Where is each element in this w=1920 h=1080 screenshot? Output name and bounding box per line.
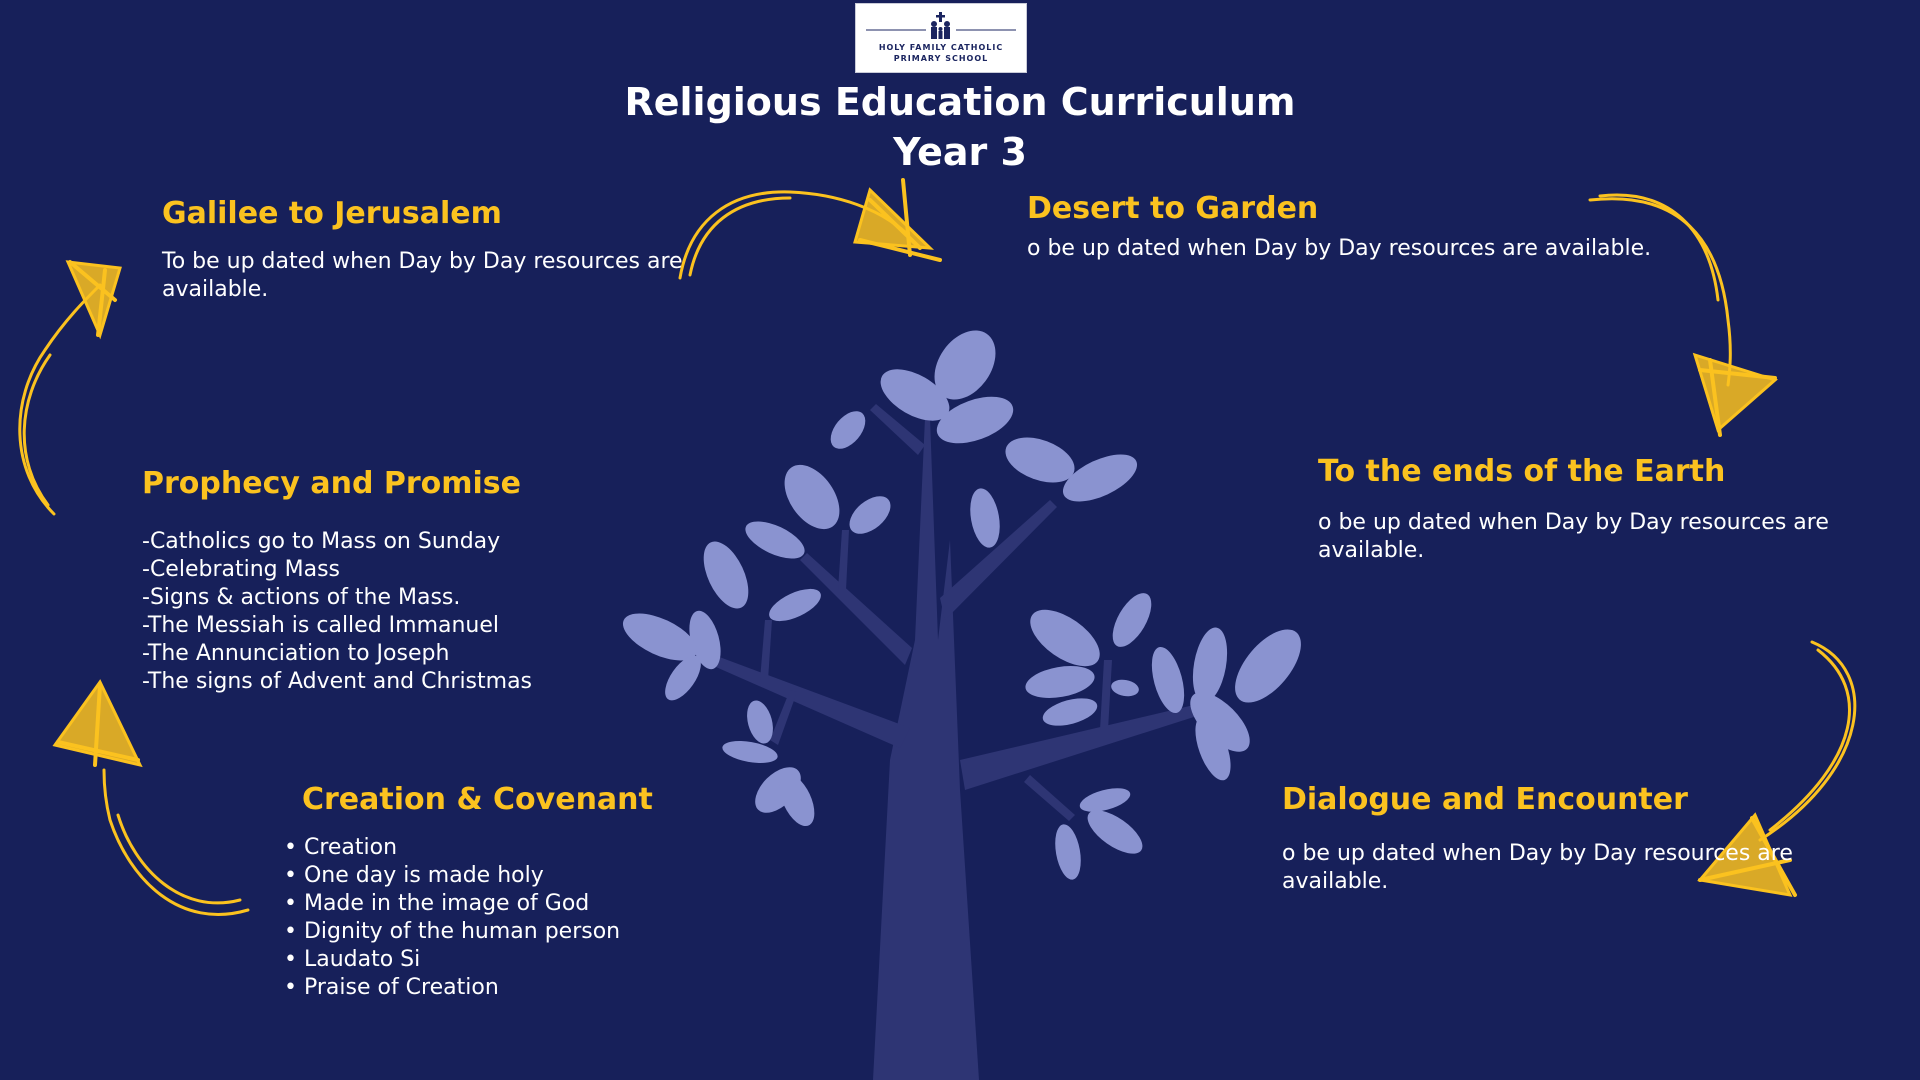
tree-leaf: [1077, 784, 1132, 817]
tree-leaf: [1105, 587, 1159, 653]
list-item: -Celebrating Mass: [142, 557, 340, 582]
list-item: • Laudato Si: [284, 947, 421, 972]
tree-leaf: [824, 405, 872, 455]
tree-trunk: [873, 418, 979, 1080]
curved-arrow-icon: [55, 682, 248, 914]
tree-leaf: [1023, 661, 1097, 703]
list-item: • Made in the image of God: [284, 891, 590, 916]
tree-leaf: [1188, 625, 1233, 705]
galilee-text: To be up dated when Day by Day resources are available.: [162, 249, 683, 302]
page-subtitle: Year 3: [893, 130, 1027, 174]
tree-branch: [700, 652, 910, 748]
tree-leaf: [721, 737, 780, 766]
tree-leaf: [843, 489, 898, 541]
tree-leaf: [1223, 618, 1313, 714]
tree-leaf: [1051, 822, 1084, 881]
dialogue-text: o be up dated when Day by Day resources are available.: [1282, 841, 1793, 894]
list-item: • Praise of Creation: [284, 975, 499, 1000]
ends-text: o be up dated when Day by Day resources are available.: [1318, 510, 1829, 563]
creation-heading: Creation & Covenant: [302, 782, 653, 817]
prophecy-list: [142, 528, 532, 696]
tree-branch: [760, 620, 772, 680]
tree-branch: [800, 553, 912, 665]
ends-heading: To the ends of the Earth: [1318, 454, 1726, 489]
curved-arrow-icon: [20, 262, 120, 514]
school-logo: [855, 3, 1027, 73]
list-item: • Dignity of the human person: [284, 919, 621, 944]
tree-branch: [1024, 775, 1075, 821]
desert-text: o be up dated when Day by Day resources are available.: [1027, 236, 1652, 261]
list-item: • One day is made holy: [284, 863, 544, 888]
tree-branch: [838, 530, 849, 590]
tree-leaf: [1021, 599, 1109, 678]
list-item: -The Annunciation to Joseph: [142, 641, 450, 666]
page-title: Religious Education Curriculum: [624, 80, 1296, 124]
dialogue-heading: Dialogue and Encounter: [1282, 782, 1688, 817]
prophecy-heading: Prophecy and Promise: [142, 466, 522, 501]
desert-heading: Desert to Garden: [1027, 191, 1319, 226]
tree-illustration: [616, 319, 1313, 1080]
list-item: -Signs & actions of the Mass.: [142, 585, 461, 610]
tree-leaf: [694, 535, 757, 615]
list-item: • Creation: [284, 835, 398, 860]
list-item: -Catholics go to Mass on Sunday: [142, 529, 501, 554]
tree-leaf: [966, 486, 1004, 550]
galilee-heading: Galilee to Jerusalem: [162, 196, 502, 231]
school-name: HOLY FAMILY CATHOLIC PRIMARY SCHOOL: [878, 43, 1004, 63]
tree-leaf: [1040, 693, 1100, 731]
tree-branch: [770, 690, 797, 745]
tree-leaf: [773, 455, 850, 539]
tree-leaf: [1110, 678, 1140, 699]
tree-leaf: [1146, 644, 1191, 717]
tree-leaf: [765, 582, 826, 627]
creation-list: [284, 834, 620, 1002]
list-item: -The Messiah is called Immanuel: [142, 613, 500, 638]
list-item: -The signs of Advent and Christmas: [142, 669, 533, 694]
tree-leaf: [740, 514, 810, 566]
curved-arrow-icon: [1590, 195, 1775, 435]
tree-branch: [1100, 660, 1112, 730]
school-crest-icon: [866, 10, 1016, 42]
curved-arrow-icon: [680, 180, 940, 278]
